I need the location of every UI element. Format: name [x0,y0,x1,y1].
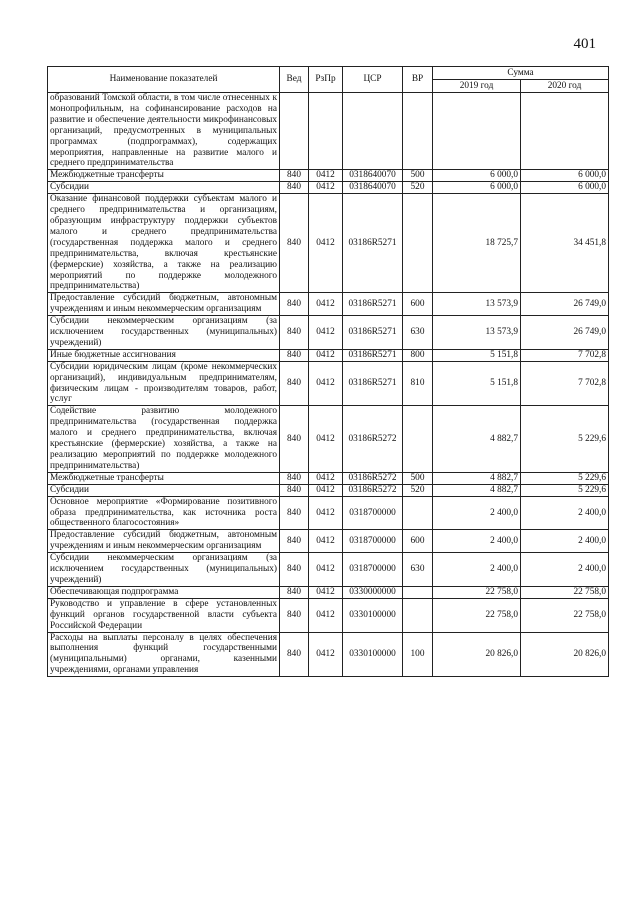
cell-ved: 840 [280,293,309,316]
cell-vr [403,194,433,293]
table-row [48,530,609,553]
cell-vr [403,406,433,472]
cell-2019: 5 151,8 [433,349,521,361]
table-header [48,67,609,93]
cell-2019 [433,93,521,170]
cell-csr: 03186R5271 [343,349,403,361]
cell-rzpr: 0412 [309,586,343,598]
cell-ved: 840 [280,496,309,530]
cell-2019: 2 400,0 [433,496,521,530]
table-body [48,93,609,677]
cell-ved: 840 [280,194,309,293]
header-2020: 2020 год [521,80,609,93]
cell-ved: 840 [280,632,309,677]
cell-rzpr: 0412 [309,182,343,194]
cell-vr: 600 [403,293,433,316]
cell-vr: 520 [403,484,433,496]
cell-ved: 840 [280,349,309,361]
cell-rzpr: 0412 [309,472,343,484]
cell-vr: 500 [403,472,433,484]
cell-csr [343,93,403,170]
cell-rzpr: 0412 [309,496,343,530]
cell-csr: 0330100000 [343,598,403,632]
table-row [48,293,609,316]
cell-vr: 520 [403,182,433,194]
table-row [48,484,609,496]
table-row [48,496,609,530]
cell-csr: 03186R5271 [343,316,403,350]
header-ved: Вед [280,67,309,93]
cell-2019: 4 882,7 [433,406,521,472]
cell-2020: 6 000,0 [521,182,609,194]
cell-ved: 840 [280,598,309,632]
cell-ved: 840 [280,472,309,484]
cell-2020: 6 000,0 [521,170,609,182]
cell-csr: 0330000000 [343,586,403,598]
cell-2019: 13 573,9 [433,316,521,350]
cell-rzpr: 0412 [309,553,343,587]
cell-csr: 0318640070 [343,170,403,182]
cell-2020: 22 758,0 [521,586,609,598]
cell-2020: 5 229,6 [521,472,609,484]
cell-ved: 840 [280,316,309,350]
cell-2020: 34 451,8 [521,194,609,293]
cell-2020: 2 400,0 [521,530,609,553]
table-row [48,406,609,472]
cell-vr: 630 [403,553,433,587]
table-row [48,598,609,632]
cell-rzpr: 0412 [309,484,343,496]
cell-rzpr: 0412 [309,598,343,632]
cell-name: Предоставление субсидий бюджетным, автономным учреждениям и иным некоммерческим организациям [48,530,280,553]
cell-2020: 2 400,0 [521,553,609,587]
cell-name: Субсидии [48,182,280,194]
cell-vr [403,586,433,598]
cell-2020: 2 400,0 [521,496,609,530]
cell-name: Руководство и управление в сфере установленных функций органов государственной власти субъекта Российской Федерации [48,598,280,632]
cell-vr [403,496,433,530]
cell-rzpr: 0412 [309,316,343,350]
cell-2019: 6 000,0 [433,170,521,182]
table-row [48,472,609,484]
table-row [48,316,609,350]
cell-vr [403,93,433,170]
cell-ved: 840 [280,530,309,553]
cell-name: Субсидии некоммерческим организациям (за исключением государственных (муниципальных) учреждений) [48,553,280,587]
table-row [48,586,609,598]
cell-2019: 6 000,0 [433,182,521,194]
cell-2019: 22 758,0 [433,598,521,632]
cell-2019: 4 882,7 [433,484,521,496]
cell-2019: 4 882,7 [433,472,521,484]
cell-csr: 03186R5272 [343,472,403,484]
table-row [48,553,609,587]
cell-2019: 20 826,0 [433,632,521,677]
cell-csr: 0318700000 [343,496,403,530]
cell-vr: 100 [403,632,433,677]
cell-2020: 26 749,0 [521,293,609,316]
table-row [48,194,609,293]
cell-csr: 0330100000 [343,632,403,677]
header-name: Наименование показателей [48,67,280,93]
cell-vr: 600 [403,530,433,553]
cell-vr: 800 [403,349,433,361]
cell-name: Основное мероприятие «Формирование позитивного образа предпринимательства, как источника роста общественного благосостояния» [48,496,280,530]
cell-rzpr: 0412 [309,194,343,293]
header-2019: 2019 год [433,80,521,93]
cell-ved: 840 [280,553,309,587]
cell-2019: 18 725,7 [433,194,521,293]
cell-name: Межбюджетные трансферты [48,170,280,182]
cell-rzpr: 0412 [309,632,343,677]
cell-name: Субсидии некоммерческим организациям (за исключением государственных (муниципальных) учреждений) [48,316,280,350]
header-rzpr: РзПр [309,67,343,93]
cell-csr: 0318700000 [343,553,403,587]
cell-name: Предоставление субсидий бюджетным, автономным учреждениям и иным некоммерческим организациям [48,293,280,316]
cell-rzpr: 0412 [309,361,343,406]
table-row [48,170,609,182]
cell-2020: 7 702,8 [521,349,609,361]
cell-rzpr: 0412 [309,406,343,472]
cell-name: Расходы на выплаты персоналу в целях обеспечения выполнения функций государственными (муниципальными) органами, казенными учреждениями, органами управления [48,632,280,677]
cell-vr: 500 [403,170,433,182]
cell-2020: 5 229,6 [521,484,609,496]
cell-name: Обеспечивающая подпрограмма [48,586,280,598]
cell-rzpr: 0412 [309,170,343,182]
cell-2020: 22 758,0 [521,598,609,632]
header-vr: ВР [403,67,433,93]
cell-ved: 840 [280,586,309,598]
cell-2019: 22 758,0 [433,586,521,598]
cell-vr: 810 [403,361,433,406]
table-row [48,361,609,406]
cell-2019: 2 400,0 [433,553,521,587]
cell-ved: 840 [280,484,309,496]
cell-ved: 840 [280,182,309,194]
cell-name: Субсидии юридическим лицам (кроме некоммерческих организаций), индивидуальным предпринимателям, физическим лицам - производителям товаров, работ, услуг [48,361,280,406]
cell-csr: 03186R5272 [343,484,403,496]
header-sum: Сумма [433,67,609,80]
cell-name: Содействие развитию молодежного предпринимательства (государственная поддержка малого и среднего предпринимательства, включая крестьянские (фермерские) хозяйства, а также на реализацию мероприятий по поддержке молодежного предпринимательства) [48,406,280,472]
cell-name: Субсидии [48,484,280,496]
cell-2020: 5 229,6 [521,406,609,472]
cell-ved [280,93,309,170]
cell-name: Оказание финансовой поддержки субъектам малого и среднего предпринимательства и организациям, образующим инфраструктуру поддержки субъектов малого и среднего предпринимательства (государственная поддержка малого и среднего предпринимательства, включая крестьянские (фермерские) хозяйства, а также на реализацию мероприятий по поддержке молодежного предпринимательства) [48,194,280,293]
cell-rzpr [309,93,343,170]
cell-vr [403,598,433,632]
cell-2020 [521,93,609,170]
cell-csr: 03186R5271 [343,293,403,316]
cell-csr: 0318640070 [343,182,403,194]
cell-csr: 03186R5271 [343,194,403,293]
cell-csr: 03186R5272 [343,406,403,472]
table-row [48,349,609,361]
cell-ved: 840 [280,406,309,472]
cell-2020: 26 749,0 [521,316,609,350]
cell-2020: 7 702,8 [521,361,609,406]
cell-name: образований Томской области, в том числе отнесенных к монопрофильным, на софинансирование расходов на развитие и обеспечение деятельности микрофинансовых организаций, предусмотренных в муниципальных программах (подпрограммах), содержащих мероприятия, направленные на развитие малого и среднего предпринимательства [48,93,280,170]
cell-csr: 03186R5271 [343,361,403,406]
cell-2019: 13 573,9 [433,293,521,316]
table-row [48,93,609,170]
cell-vr: 630 [403,316,433,350]
cell-2019: 5 151,8 [433,361,521,406]
budget-table [47,66,609,677]
cell-2020: 20 826,0 [521,632,609,677]
cell-2019: 2 400,0 [433,530,521,553]
cell-ved: 840 [280,170,309,182]
cell-ved: 840 [280,361,309,406]
cell-rzpr: 0412 [309,349,343,361]
cell-rzpr: 0412 [309,530,343,553]
cell-rzpr: 0412 [309,293,343,316]
table-row [48,182,609,194]
table-row [48,632,609,677]
header-csr: ЦСР [343,67,403,93]
cell-csr: 0318700000 [343,530,403,553]
page-number: 401 [573,36,596,52]
cell-name: Иные бюджетные ассигнования [48,349,280,361]
cell-name: Межбюджетные трансферты [48,472,280,484]
